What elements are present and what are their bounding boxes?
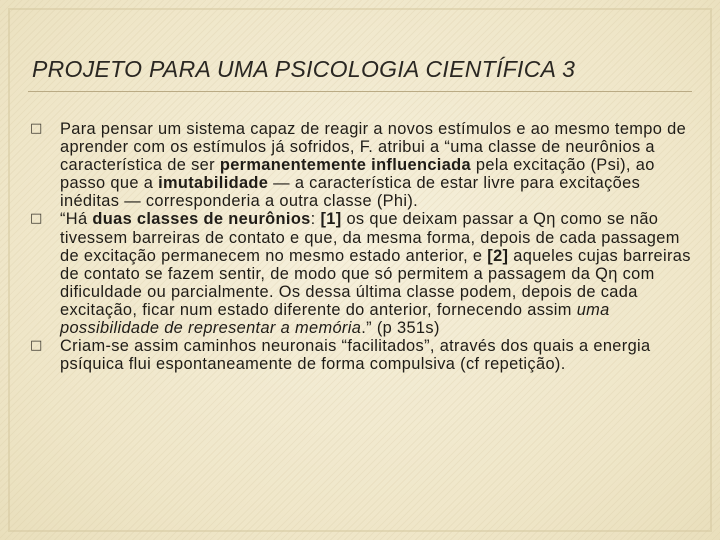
bullet-square-icon: □: [30, 338, 43, 354]
bullet-text-segment: Para pensar um sistema capaz de reagir a novos estímulos e ao mesmo tempo de aprender com os estímulos já sofridos, F. atribui a “uma classe de neurônios a característica de ser: [60, 120, 687, 175]
bullet-text-segment: — a característica de estar livre para excitações inéditas — corresponderia a outra classe (Phi).: [60, 174, 641, 211]
bullet-text-segment: os que deixam passar a Qη como se não tivessem barreiras de contato e que, da mesma forma, depois de cada passagem de excitação permanecem no mesmo estado anterior, e: [60, 210, 680, 265]
bullet-text-segment: aqueles cujas barreiras de contato se fazem sentir, de modo que só permitem a passagem da Qη com dificuldade ou parcialmente. Os dessa última classe podem, depois de cada excitação, ficar num estado diferente do anterior, fornecendo assim: [60, 246, 691, 319]
bullet-text-segment: [2]: [487, 246, 509, 265]
bullet-square-icon: □: [30, 121, 43, 136]
bullet-text-segment: :: [310, 210, 321, 229]
bullet-text-segment: Criam-se assim caminhos neuronais “facilitados”, através dos quais a energia psíquica flui espontaneamente de forma compulsiva (cf repetição).: [60, 337, 651, 374]
bullet-text-segment: [1]: [320, 210, 342, 229]
bullet-text-segment: “Há: [60, 210, 93, 229]
slide-title: PROJETO PARA UMA PSICOLOGIA CIENTÍFICA 3: [32, 56, 576, 82]
bullet-square-icon: □: [30, 211, 43, 227]
bullet-list: [30, 120, 698, 373]
bullet-text: [60, 120, 698, 210]
bullet-text-segment: imutabilidade: [158, 174, 269, 193]
bullet-item-1: [30, 120, 698, 210]
bullet-text: [60, 337, 698, 373]
bullet-text: [60, 210, 698, 337]
bullet-text-segment: .” (p 351s): [361, 319, 440, 338]
bullet-item-2: [30, 210, 698, 337]
title-divider: [28, 91, 692, 92]
bullet-text-segment: uma possibilidade de representar a memória: [60, 300, 610, 338]
bullet-item-3: [30, 337, 698, 373]
bullet-text-segment: duas classes de neurônios: [92, 210, 311, 229]
bullet-text-segment: pela excitação (Psi), ao passo que a: [60, 156, 655, 193]
bullet-text-segment: permanentemente influenciada: [219, 156, 471, 175]
